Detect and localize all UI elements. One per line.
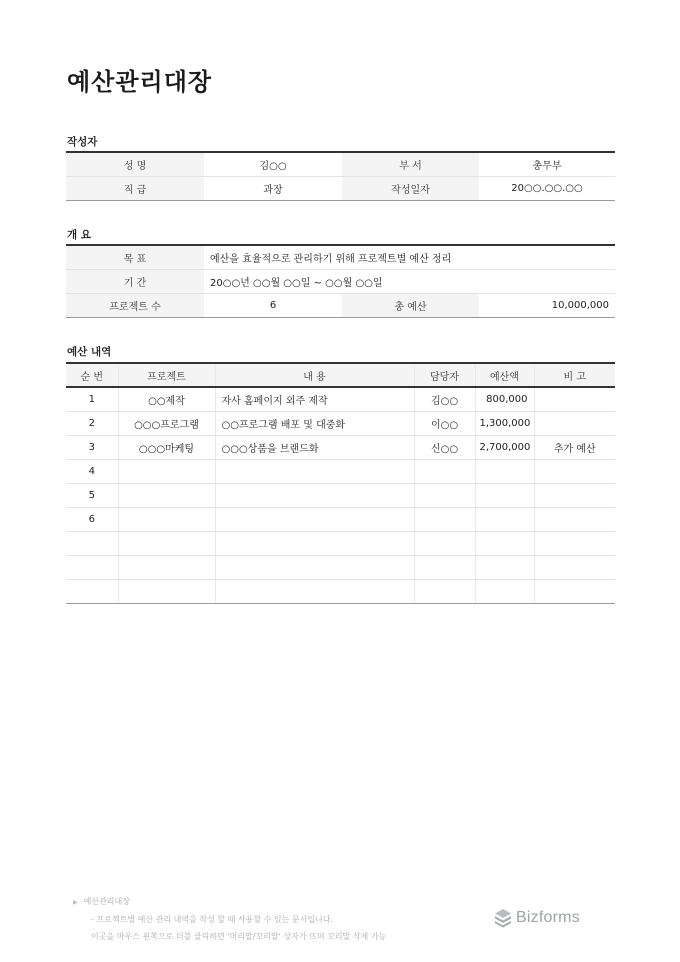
project-cell: ○○○마케팅 (118, 435, 215, 459)
content-cell (215, 579, 414, 603)
goal-label: 목 표 (66, 245, 204, 269)
bizforms-logo-icon (494, 908, 512, 928)
bizforms-logo (494, 908, 580, 928)
project-cell (118, 555, 215, 579)
row-number-cell: 6 (66, 507, 118, 531)
note-cell (534, 411, 615, 435)
amount-cell (475, 579, 534, 603)
row-number-cell: 1 (66, 387, 118, 411)
column-header-note: 비 고 (534, 363, 615, 387)
table-row (66, 483, 615, 507)
table-row (66, 435, 615, 459)
project-cell (118, 579, 215, 603)
note-cell (534, 507, 615, 531)
amount-cell (475, 531, 534, 555)
goal-value: 예산을 효율적으로 관리하기 위해 프로젝트별 예산 정리 (204, 245, 615, 269)
note-cell: 추가 예산 (534, 435, 615, 459)
column-header-amount: 예산액 (475, 363, 534, 387)
author-section-label: 작성자 (67, 136, 98, 148)
detail-section-label: 예산 내역 (67, 346, 112, 358)
content-cell: 자사 홈페이지 외주 제작 (215, 387, 414, 411)
table-row (66, 176, 615, 200)
footer (73, 893, 386, 945)
period-label: 기 간 (66, 269, 204, 293)
manager-cell (414, 555, 475, 579)
footer-title: 예산관리대장 (83, 897, 130, 906)
row-number-cell: 5 (66, 483, 118, 507)
column-header-project: 프로젝트 (118, 363, 215, 387)
content-cell: ○○○상품을 브랜드화 (215, 435, 414, 459)
manager-cell: 신○○ (414, 435, 475, 459)
author-table (66, 151, 615, 201)
amount-cell (475, 483, 534, 507)
note-cell (534, 555, 615, 579)
note-cell (534, 387, 615, 411)
manager-cell: 김○○ (414, 387, 475, 411)
date-value: 20○○.○○.○○ (479, 176, 615, 200)
note-cell (534, 531, 615, 555)
project-count-value: 6 (204, 293, 342, 317)
table-row (66, 459, 615, 483)
table-row (66, 579, 615, 603)
project-cell: ○○제작 (118, 387, 215, 411)
table-row (66, 152, 615, 176)
project-cell: ○○○프로그램 (118, 411, 215, 435)
budget-detail-table (66, 362, 615, 604)
row-number-cell: 3 (66, 435, 118, 459)
rank-label: 직 급 (66, 176, 204, 200)
note-cell (534, 579, 615, 603)
row-number-cell: 2 (66, 411, 118, 435)
date-label: 작성일자 (342, 176, 479, 200)
column-header-number: 순 번 (66, 363, 118, 387)
rank-value: 과장 (204, 176, 342, 200)
table-header-row (66, 363, 615, 387)
note-cell (534, 459, 615, 483)
content-cell (215, 531, 414, 555)
amount-cell: 1,300,000 (475, 411, 534, 435)
manager-cell (414, 579, 475, 603)
row-number-cell (66, 579, 118, 603)
amount-cell: 800,000 (475, 387, 534, 411)
footer-note: 이곳을 마우스 왼쪽으로 더블 클릭하면 '머리말/꼬리말' 상자가 뜨며 꼬리말 삭제 가능 (91, 932, 387, 941)
amount-cell: 2,700,000 (475, 435, 534, 459)
content-cell (215, 555, 414, 579)
column-header-manager: 담당자 (414, 363, 475, 387)
table-row (66, 387, 615, 411)
row-number-cell (66, 555, 118, 579)
content-cell (215, 507, 414, 531)
content-cell (215, 483, 414, 507)
amount-cell (475, 459, 534, 483)
content-cell: ○○프로그램 배포 및 대중화 (215, 411, 414, 435)
footer-description: - 프로젝트별 예산 관리 내역을 작성 할 때 사용할 수 있는 문서입니다. (91, 915, 334, 924)
overview-table (66, 244, 615, 318)
manager-cell: 이○○ (414, 411, 475, 435)
project-count-label: 프로젝트 수 (66, 293, 204, 317)
note-cell (534, 483, 615, 507)
department-value: 총무부 (479, 152, 615, 176)
document-title: 예산관리대장 (67, 68, 213, 96)
department-label: 부 서 (342, 152, 479, 176)
triangle-bullet-icon: ▶ (73, 899, 78, 906)
table-row (66, 531, 615, 555)
total-budget-label: 총 예산 (342, 293, 479, 317)
project-cell (118, 483, 215, 507)
table-row (66, 293, 615, 317)
amount-cell (475, 555, 534, 579)
bizforms-logo-text: Bizforms (516, 909, 580, 926)
row-number-cell: 4 (66, 459, 118, 483)
overview-section-label: 개 요 (67, 229, 91, 241)
table-row (66, 555, 615, 579)
project-cell (118, 459, 215, 483)
name-value: 김○○ (204, 152, 342, 176)
period-value: 20○○년 ○○월 ○○일 ~ ○○월 ○○일 (204, 269, 615, 293)
name-label: 성 명 (66, 152, 204, 176)
table-row (66, 269, 615, 293)
column-header-content: 내 용 (215, 363, 414, 387)
project-cell (118, 507, 215, 531)
table-row (66, 245, 615, 269)
manager-cell (414, 507, 475, 531)
table-row (66, 507, 615, 531)
row-number-cell (66, 531, 118, 555)
manager-cell (414, 483, 475, 507)
amount-cell (475, 507, 534, 531)
content-cell (215, 459, 414, 483)
manager-cell (414, 531, 475, 555)
total-budget-value: 10,000,000 (479, 293, 615, 317)
project-cell (118, 531, 215, 555)
table-row (66, 411, 615, 435)
manager-cell (414, 459, 475, 483)
